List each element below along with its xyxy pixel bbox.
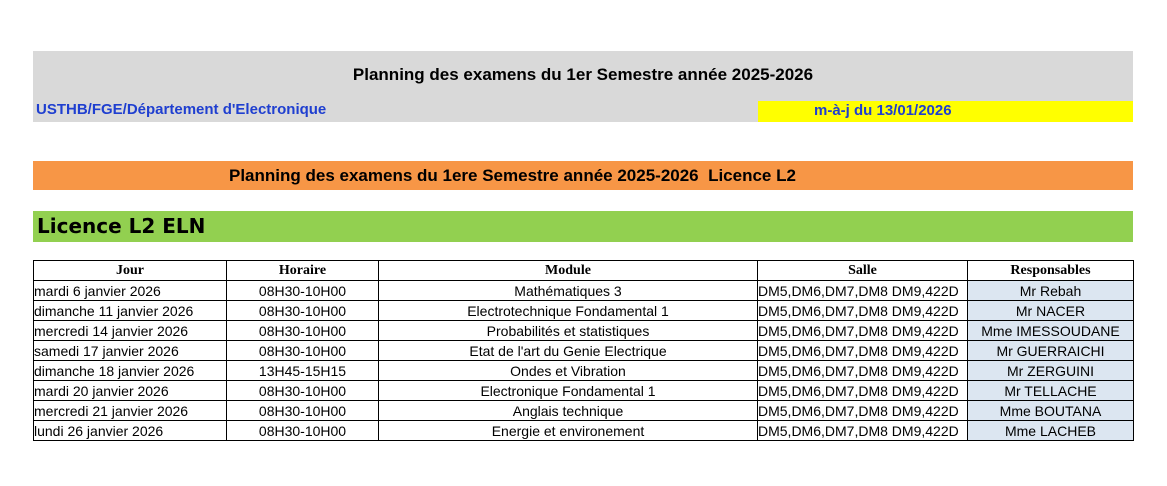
table-header-row [34,261,1134,281]
cell-jour: lundi 26 janvier 2026 [34,421,227,441]
cell-module: Electrotechnique Fondamental 1 [379,301,758,321]
cell-jour: mardi 20 janvier 2026 [34,381,227,401]
table-row [34,381,1134,401]
table-row [34,301,1134,321]
cell-horaire: 08H30-10H00 [227,401,379,421]
update-highlight [758,101,1133,122]
cell-salle: DM5,DM6,DM7,DM8 DM9,422D [758,421,968,441]
cell-module: Ondes et Vibration [379,361,758,381]
column-header-horaire: Horaire [227,261,379,281]
cell-jour: dimanche 18 janvier 2026 [34,361,227,381]
cell-responsable: Mr NACER [968,301,1134,321]
table-row [34,281,1134,301]
cell-responsable: Mr ZERGUINI [968,361,1134,381]
cell-salle: DM5,DM6,DM7,DM8 DM9,422D [758,361,968,381]
department-label: USTHB/FGE/Département d'Electronique [36,101,327,118]
column-header-jour: Jour [34,261,227,281]
exam-schedule-table [33,260,1134,441]
cell-salle: DM5,DM6,DM7,DM8 DM9,422D [758,301,968,321]
section-title-band [33,161,1133,190]
table-row [34,401,1134,421]
cell-salle: DM5,DM6,DM7,DM8 DM9,422D [758,401,968,421]
cell-responsable: Mr TELLACHE [968,381,1134,401]
cell-module: Anglais technique [379,401,758,421]
cell-horaire: 08H30-10H00 [227,381,379,401]
table-row [34,421,1134,441]
cell-module: Etat de l'art du Genie Electrique [379,341,758,361]
cell-module: Electronique Fondamental 1 [379,381,758,401]
table-row [34,361,1134,381]
cell-jour: mardi 6 janvier 2026 [34,281,227,301]
table-row [34,341,1134,361]
update-date: m-à-j du 13/01/2026 [814,102,952,119]
cell-horaire: 08H30-10H00 [227,301,379,321]
cell-responsable: Mr GUERRAICHI [968,341,1134,361]
table-row [34,321,1134,341]
cell-module: Mathématiques 3 [379,281,758,301]
cell-horaire: 08H30-10H00 [227,421,379,441]
cell-module: Energie et environement [379,421,758,441]
cell-horaire: 13H45-15H15 [227,361,379,381]
page-title: Planning des examens du 1er Semestre année 2025-2026 [352,65,814,84]
cell-responsable: Mme IMESSOUDANE [968,321,1134,341]
cell-responsable: Mr Rebah [968,281,1134,301]
header-band [33,51,1133,122]
group-title-band [33,211,1133,242]
section-title: Planning des examens du 1ere Semestre année 2025-2026 Licence L2 [229,166,796,185]
column-header-salle: Salle [758,261,968,281]
cell-responsable: Mme LACHEB [968,421,1134,441]
cell-salle: DM5,DM6,DM7,DM8 DM9,422D [758,341,968,361]
cell-salle: DM5,DM6,DM7,DM8 DM9,422D [758,321,968,341]
cell-module: Probabilités et statistiques [379,321,758,341]
cell-salle: DM5,DM6,DM7,DM8 DM9,422D [758,281,968,301]
cell-responsable: Mme BOUTANA [968,401,1134,421]
cell-horaire: 08H30-10H00 [227,321,379,341]
cell-salle: DM5,DM6,DM7,DM8 DM9,422D [758,381,968,401]
cell-horaire: 08H30-10H00 [227,341,379,361]
column-header-responsables: Responsables [968,261,1134,281]
cell-jour: samedi 17 janvier 2026 [34,341,227,361]
cell-jour: mercredi 14 janvier 2026 [34,321,227,341]
column-header-module: Module [379,261,758,281]
cell-jour: mercredi 21 janvier 2026 [34,401,227,421]
cell-horaire: 08H30-10H00 [227,281,379,301]
group-title: Licence L2 ELN [37,214,206,238]
cell-jour: dimanche 11 janvier 2026 [34,301,227,321]
